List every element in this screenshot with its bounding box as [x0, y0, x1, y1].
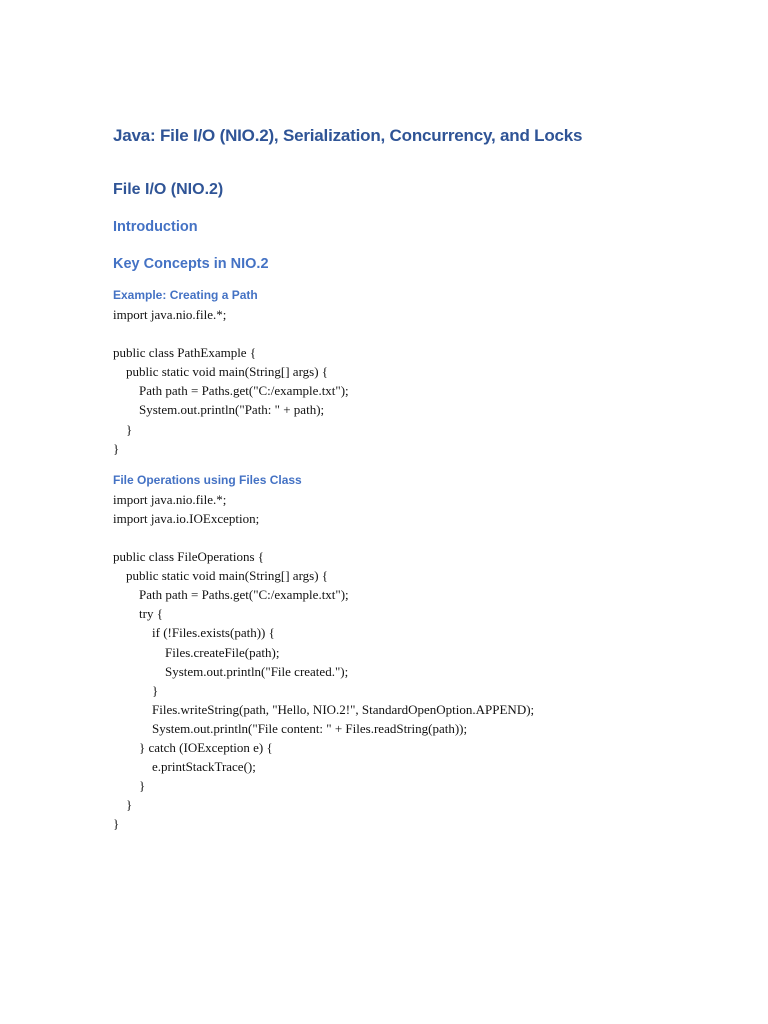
code-line: Path path = Paths.get("C:/example.txt");	[113, 587, 349, 603]
document-body	[113, 122, 713, 833]
file-operations-heading: File Operations using Files Class	[113, 472, 302, 487]
code-line: }	[113, 682, 159, 698]
code-line: if (!Files.exists(path)) {	[113, 625, 275, 641]
subheading-introduction: Introduction	[113, 219, 198, 235]
code-line: System.out.println("File created.");	[113, 663, 349, 679]
code-line: }	[113, 440, 120, 456]
code-line: public static void main(String[] args) {	[113, 568, 329, 584]
section-heading: File I/O (NIO.2)	[113, 181, 224, 198]
code-line: try {	[113, 606, 163, 622]
code-line: }	[113, 797, 133, 813]
subheading-key-concepts: Key Concepts in NIO.2	[113, 256, 269, 272]
code-line: }	[113, 421, 133, 437]
code-line: }	[113, 778, 146, 794]
code-line: e.printStackTrace();	[113, 759, 256, 775]
code-block-path-example	[113, 305, 713, 458]
code-line: Path path = Paths.get("C:/example.txt");	[113, 383, 349, 399]
code-line	[113, 528, 713, 547]
code-line: Files.writeString(path, "Hello, NIO.2!", StandardOpenOption.APPEND);	[113, 701, 535, 717]
code-line	[113, 324, 713, 343]
code-line: System.out.println("File content: " + Files.readString(path));	[113, 720, 468, 736]
code-line: import java.io.IOException;	[113, 510, 260, 526]
code-line: Files.createFile(path);	[113, 644, 280, 660]
code-line: }	[113, 816, 120, 832]
code-line: public class PathExample {	[113, 345, 257, 361]
code-line: public static void main(String[] args) {	[113, 364, 329, 380]
code-line: import java.nio.file.*;	[113, 491, 227, 507]
code-line: public class FileOperations {	[113, 549, 265, 565]
code-line: import java.nio.file.*;	[113, 307, 227, 322]
code-line: System.out.println("Path: " + path);	[113, 402, 325, 418]
code-block-file-operations	[113, 490, 713, 834]
example-creating-path-heading: Example: Creating a Path	[113, 288, 258, 302]
code-line: } catch (IOException e) {	[113, 739, 273, 755]
document-title: Java: File I/O (NIO.2), Serialization, Concurrency, and Locks	[113, 126, 583, 145]
